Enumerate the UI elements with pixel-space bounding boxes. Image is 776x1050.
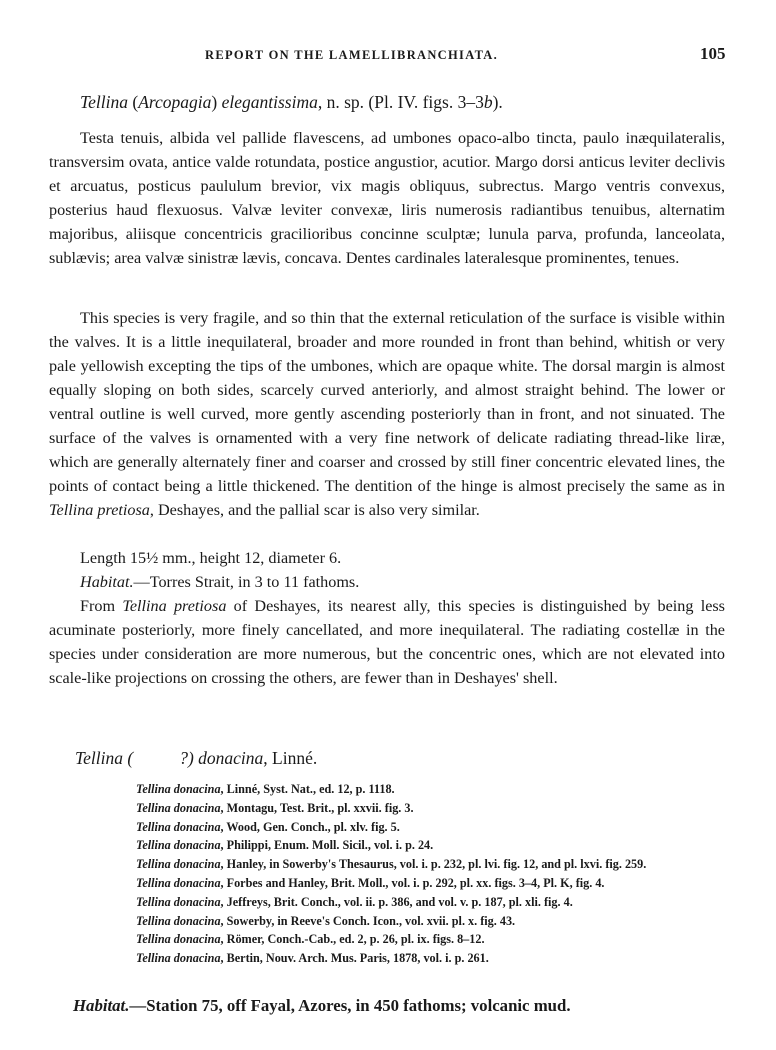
genus-name: Tellina [80, 92, 128, 112]
synonym-name: Tellina donacina [136, 932, 221, 947]
page-number: 105 [700, 44, 726, 63]
heading-plate-reference: , n. sp. (Pl. IV. figs. 3–3 [317, 92, 484, 112]
synonymy-list [136, 780, 716, 968]
habitat-text: —Station 75, off Fayal, Azores, in 450 fathoms; volcanic mud. [129, 996, 571, 1015]
synonym-name: Tellina donacina [136, 800, 221, 815]
comparison-species-name: Tellina pretiosa [122, 597, 227, 615]
synonymy-entry [136, 855, 716, 874]
species-author: , Linné. [263, 748, 318, 768]
synonym-name: Tellina donacina [136, 819, 221, 834]
synonymy-entry [136, 780, 716, 799]
synonym-name: Tellina donacina [136, 913, 221, 928]
species-epithet: elegantissima [221, 92, 318, 112]
synonym-name: Tellina donacina [136, 857, 221, 872]
english-description-tail: , Deshayes, and the pallial scar is also very similar. [149, 501, 480, 519]
running-header [0, 44, 776, 68]
comparison-text: of Deshayes, its nearest ally, this species is distinguished by being less acuminate posteriorly, more finely cancellated, and more inequilateral. The radiating costellæ in the species under consideration are more numerous, but the concentric ones, which are not elevated into scale-like projections on crossing the others, are fewer than in Deshayes' shell. [49, 597, 725, 687]
synonymy-entry [136, 949, 716, 968]
habitat-label: Habitat. [73, 996, 130, 1015]
heading-close: ). [492, 92, 503, 112]
synonym-name: Tellina donacina [136, 875, 221, 890]
synonymy-entry [136, 874, 716, 893]
measurements: Length 15½ mm., height 12, diameter 6. [80, 549, 342, 567]
latin-description: Testa tenuis, albida vel pallide flavescens, ad umbones opaco-albo tincta, paulo inæquilateralis, transversim ovata, antice valde rotundata, postice angustior, acutior. Margo dorsi anticus leviter declivis et arcuatus, posticus paululum brevior, vix magis obliquus, subrectus. Margo ventris convexus, posterius haud flexuosus. Valvæ leviter convexæ, liris numerosis radiantibus tenuibus, alternatim majoribus, aliisque concentricis gracilioribus concinne sculptæ; lunula parva, profunda, lanceolata, sublævis; area valvæ sinistræ lævis, concava. Dentes cardinales lateralesque prominentes, tenues. [49, 129, 725, 267]
synonym-citation: , Montagu, Test. Brit., pl. xxvii. fig. 3. [220, 800, 414, 815]
synonym-citation: , Bertin, Nouv. Arch. Mus. Paris, 1878, vol. i. p. 261. [220, 951, 489, 966]
synonym-citation: , Römer, Conch.-Cab., ed. 2, p. 26, pl. ix. figs. 8–12. [220, 932, 485, 947]
synonymy-entry [136, 818, 716, 837]
habitat-line-donacina [73, 996, 571, 1016]
synonymy-entry [136, 912, 716, 931]
habitat-label: Habitat. [80, 573, 134, 591]
species-heading-elegantissima: Tellina (Arcopagia) elegantissima, n. sp. (Pl. IV. figs. 3–3b). [80, 92, 503, 112]
running-title: REPORT ON THE LAMELLIBRANCHIATA. [205, 48, 499, 62]
synonym-name: Tellina donacina [136, 838, 221, 853]
subgenus-name: Arcopagia [138, 92, 212, 112]
habitat-line [80, 570, 359, 594]
figure-suffix: b [483, 92, 493, 112]
comparison-paragraph [49, 594, 725, 690]
synonym-citation: , Sowerby, in Reeve's Conch. Icon., vol. xvii. pl. x. fig. 43. [220, 913, 516, 928]
species-heading-donacina [75, 748, 317, 769]
synonym-citation: , Hanley, in Sowerby's Thesaurus, vol. i. p. 232, pl. lvi. fig. 12, and pl. lxvi. fig. 259. [220, 857, 647, 872]
english-description [49, 306, 725, 522]
species-name-query: ?) donacina [179, 748, 264, 768]
synonymy-entry [136, 799, 716, 818]
compared-species-name: Tellina pretiosa [49, 501, 150, 519]
synonym-citation: , Philippi, Enum. Moll. Sicil., vol. i. p. 24. [220, 838, 434, 853]
synonymy-entry [136, 893, 716, 912]
synonym-name: Tellina donacina [136, 894, 221, 909]
synonym-citation: , Jeffreys, Brit. Conch., vol. ii. p. 386, and vol. v. p. 187, pl. xli. fig. 4. [220, 894, 573, 909]
comparison-prefix: From [80, 597, 123, 615]
habitat-text: —Torres Strait, in 3 to 11 fathoms. [133, 573, 360, 591]
synonym-citation: , Forbes and Hanley, Brit. Moll., vol. i. p. 292, pl. xx. figs. 3–4, Pl. K, fig. 4. [220, 875, 605, 890]
synonymy-entry [136, 836, 716, 855]
english-description-text: This species is very fragile, and so thin that the external reticulation of the surface is visible within the valves. It is a little inequilateral, broader and more rounded in front than behind, whitish or very pale yellowish excepting the tips of the umbones, which are opaque white. The dorsal margin is almost equally sloping on both sides, scarcely curved anteriorly, and almost straight behind. The lower or ventral outline is well curved, more gently ascending posteriorly than in front, and not sinuated. The surface of the valves is ornamented with a very fine network of delicate radiating thread-like liræ, which are generally alternately finer and coarser and crossed by still finer concentric elevated lines, the points of contact being a little thickened. The dentition of the hinge is almost precisely the same as in [49, 309, 725, 495]
synonym-citation: , Wood, Gen. Conch., pl. xlv. fig. 5. [220, 819, 400, 834]
synonym-name: Tellina donacina [136, 951, 221, 966]
genus-open: Tellina ( [75, 748, 134, 768]
synonym-name: Tellina donacina [136, 782, 221, 796]
synonymy-entry [136, 930, 716, 949]
synonym-citation: , Linné, Syst. Nat., ed. 12, p. 1118. [220, 782, 395, 796]
